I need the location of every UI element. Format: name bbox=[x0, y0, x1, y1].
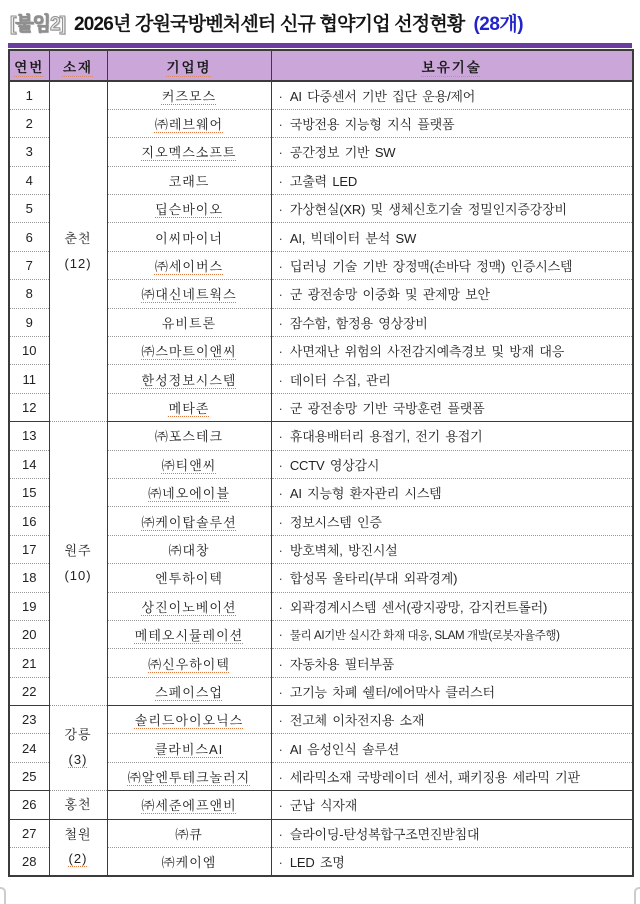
region-name: 홍천 bbox=[64, 796, 92, 812]
bullet-icon: · bbox=[278, 117, 283, 133]
row-number-cell: 1 bbox=[9, 81, 49, 109]
tech-description: 고출력 LED bbox=[289, 173, 358, 189]
col-header-company-label: 기업명 bbox=[166, 59, 212, 75]
tech-cell bbox=[271, 81, 633, 109]
region-count: (10) bbox=[64, 567, 92, 583]
company-name: ㈜케이엠 bbox=[161, 854, 217, 870]
bullet-icon: · bbox=[278, 798, 283, 814]
company-name: 상진이노베이션 bbox=[141, 599, 237, 615]
company-cell bbox=[107, 507, 271, 535]
tech-description: 데이터 수집, 관리 bbox=[289, 372, 391, 388]
header-row bbox=[9, 50, 633, 81]
col-header-no-label: 연번 bbox=[14, 59, 45, 75]
bullet-icon: · bbox=[278, 854, 283, 870]
row-number-cell: 7 bbox=[9, 251, 49, 279]
tech-cell bbox=[271, 138, 633, 166]
row-number-cell: 19 bbox=[9, 592, 49, 620]
company-cell bbox=[107, 564, 271, 592]
tech-cell bbox=[271, 223, 633, 251]
company-name: 엔투하이텍 bbox=[155, 571, 223, 587]
company-name: ㈜케이탑솔루션 bbox=[141, 514, 237, 530]
tech-description: 공간정보 기반 SW bbox=[289, 145, 396, 161]
company-cell bbox=[107, 478, 271, 506]
bullet-icon: · bbox=[278, 770, 283, 786]
tech-cell bbox=[271, 848, 633, 876]
company-name: 커즈모스 bbox=[161, 88, 217, 104]
company-cell bbox=[107, 138, 271, 166]
company-cell bbox=[107, 791, 271, 819]
tech-description: 세라믹소재 국방레이더 센서, 패키징용 세라믹 기판 bbox=[289, 770, 580, 786]
company-cell bbox=[107, 337, 271, 365]
selection-table bbox=[8, 49, 634, 877]
page-corner-mark-left bbox=[0, 887, 6, 904]
company-cell bbox=[107, 81, 271, 109]
bullet-icon: · bbox=[278, 486, 283, 502]
company-name: 이씨마이너 bbox=[155, 230, 223, 246]
company-name: 코래드 bbox=[168, 173, 210, 189]
row-number-cell: 16 bbox=[9, 507, 49, 535]
bullet-icon: · bbox=[278, 599, 283, 615]
bullet-icon: · bbox=[278, 173, 283, 189]
tech-cell bbox=[271, 195, 633, 223]
tech-description: 합성목 울타리(부대 외곽경계) bbox=[289, 571, 458, 587]
row-number-cell: 18 bbox=[9, 564, 49, 592]
region-cell bbox=[49, 422, 107, 706]
page-title bbox=[8, 6, 632, 43]
tech-description: AI 음성인식 솔루션 bbox=[289, 741, 400, 757]
company-cell bbox=[107, 734, 271, 762]
tech-description: 사면재난 위험의 사전감지예측경보 및 방재 대응 bbox=[289, 344, 565, 360]
bullet-icon: · bbox=[278, 145, 283, 161]
tech-cell bbox=[271, 251, 633, 279]
company-name: 유비트론 bbox=[161, 315, 217, 331]
company-name: ㈜큐 bbox=[175, 826, 203, 842]
row-number-cell: 22 bbox=[9, 677, 49, 705]
row-number-cell: 17 bbox=[9, 535, 49, 563]
tech-cell bbox=[271, 308, 633, 336]
company-name: 지오멕스소프트 bbox=[141, 145, 237, 161]
company-name: ㈜레브웨어 bbox=[154, 117, 224, 133]
company-cell bbox=[107, 762, 271, 790]
company-name: ㈜알엔투테크놀러지 bbox=[127, 770, 251, 786]
row-number-cell: 11 bbox=[9, 365, 49, 393]
company-cell bbox=[107, 450, 271, 478]
company-name: ㈜대신네트웍스 bbox=[141, 287, 237, 303]
bullet-icon: · bbox=[278, 429, 283, 445]
title-divider bbox=[8, 43, 632, 48]
company-name: ㈜포스테크 bbox=[154, 429, 224, 445]
company-cell bbox=[107, 819, 271, 847]
company-name: ㈜세준에프앤비 bbox=[141, 798, 237, 814]
col-header-tech-label: 보유기술 bbox=[421, 59, 482, 75]
company-cell bbox=[107, 195, 271, 223]
company-name: ㈜네오에이블 bbox=[148, 486, 230, 502]
row-number-cell: 5 bbox=[9, 195, 49, 223]
company-name: 한성정보시스템 bbox=[141, 372, 237, 388]
title-text: 2026년 강원국방벤처센터 신규 협약기업 선정현황 bbox=[73, 14, 465, 35]
bullet-icon: · bbox=[278, 315, 283, 331]
company-cell bbox=[107, 365, 271, 393]
company-cell bbox=[107, 251, 271, 279]
col-header-tech bbox=[271, 50, 633, 81]
region-count: (12) bbox=[64, 255, 92, 271]
company-name: 스페이스업 bbox=[155, 684, 223, 700]
col-header-region bbox=[49, 50, 107, 81]
row-number-cell: 2 bbox=[9, 109, 49, 137]
tech-cell bbox=[271, 450, 633, 478]
tech-description: 자동차용 필터부품 bbox=[289, 656, 395, 672]
row-number-cell: 4 bbox=[9, 166, 49, 194]
region-name: 강릉 bbox=[64, 727, 92, 743]
row-number-cell: 24 bbox=[9, 734, 49, 762]
tech-cell bbox=[271, 819, 633, 847]
table-row bbox=[9, 791, 633, 819]
company-cell bbox=[107, 649, 271, 677]
bullet-icon: · bbox=[278, 826, 283, 842]
tech-cell bbox=[271, 109, 633, 137]
tech-description: 가상현실(XR) 및 생체신호기술 정밀인지증강장비 bbox=[289, 202, 567, 218]
tech-cell bbox=[271, 478, 633, 506]
bullet-icon: · bbox=[278, 626, 283, 642]
tech-description: 국방전용 지능형 지식 플랫폼 bbox=[289, 117, 455, 133]
table-row bbox=[9, 706, 633, 734]
company-name: 클라비스AI bbox=[154, 741, 224, 757]
tech-description: 휴대용배터리 용접기, 전기 용접기 bbox=[289, 429, 483, 445]
tech-description: 고기능 차폐 쉘터/에어막사 클러스터 bbox=[289, 684, 495, 700]
company-cell bbox=[107, 308, 271, 336]
tech-description: 외곽경계시스템 센서(광지광망, 감지컨트롤러) bbox=[289, 599, 548, 615]
bullet-icon: · bbox=[278, 656, 283, 672]
bullet-icon: · bbox=[278, 457, 283, 473]
row-number-cell: 12 bbox=[9, 393, 49, 421]
page-corner-mark-right bbox=[634, 887, 640, 904]
tech-cell bbox=[271, 280, 633, 308]
table-row bbox=[9, 81, 633, 109]
tech-cell bbox=[271, 393, 633, 421]
bullet-icon: · bbox=[278, 287, 283, 303]
bullet-icon: · bbox=[278, 202, 283, 218]
col-header-region-label: 소재 bbox=[62, 59, 94, 75]
region-cell bbox=[49, 819, 107, 876]
row-number-cell: 14 bbox=[9, 450, 49, 478]
bullet-icon: · bbox=[278, 230, 283, 246]
table-row bbox=[9, 422, 633, 450]
company-name: 메타존 bbox=[168, 400, 210, 416]
tech-cell bbox=[271, 706, 633, 734]
bullet-icon: · bbox=[278, 514, 283, 530]
region-name: 철원 bbox=[64, 826, 92, 842]
company-cell bbox=[107, 535, 271, 563]
company-cell bbox=[107, 677, 271, 705]
company-name: ㈜세이버스 bbox=[154, 259, 224, 275]
bullet-icon: · bbox=[278, 741, 283, 757]
tech-cell bbox=[271, 620, 633, 648]
bullet-icon: · bbox=[278, 400, 283, 416]
company-name: ㈜대창 bbox=[168, 542, 210, 558]
company-name: 솔리드아이오닉스 bbox=[134, 713, 244, 729]
col-header-no bbox=[9, 50, 49, 81]
row-number-cell: 6 bbox=[9, 223, 49, 251]
tech-description: AI, 빅데이터 분석 SW bbox=[289, 230, 417, 246]
company-cell bbox=[107, 848, 271, 876]
company-name: 딥슨바이오 bbox=[155, 202, 223, 218]
col-header-company bbox=[107, 50, 271, 81]
tech-cell bbox=[271, 762, 633, 790]
company-name: ㈜신우하이텍 bbox=[148, 656, 230, 672]
row-number-cell: 3 bbox=[9, 138, 49, 166]
tech-description: 방호벽체, 방진시설 bbox=[289, 542, 398, 558]
tech-description: 물리 AI기반 실시간 화재 대응, SLAM 개발(로봇자율주행) bbox=[289, 629, 560, 642]
tech-description: 전고체 이차전지용 소재 bbox=[289, 713, 425, 729]
region-cell bbox=[49, 706, 107, 791]
attachment-label: [붙임2] bbox=[10, 14, 65, 35]
row-number-cell: 23 bbox=[9, 706, 49, 734]
row-number-cell: 27 bbox=[9, 819, 49, 847]
tech-description: CCTV 영상감시 bbox=[289, 457, 380, 473]
row-number-cell: 9 bbox=[9, 308, 49, 336]
bullet-icon: · bbox=[278, 372, 283, 388]
tech-cell bbox=[271, 365, 633, 393]
company-cell bbox=[107, 280, 271, 308]
selection-table-body bbox=[9, 81, 633, 876]
region-count: (2) bbox=[68, 851, 88, 867]
row-number-cell: 20 bbox=[9, 620, 49, 648]
tech-description: AI 지능형 환자관리 시스템 bbox=[289, 486, 442, 502]
row-number-cell: 15 bbox=[9, 478, 49, 506]
bullet-icon: · bbox=[278, 88, 283, 104]
row-number-cell: 28 bbox=[9, 848, 49, 876]
region-count: (3) bbox=[68, 752, 88, 768]
bullet-icon: · bbox=[278, 684, 283, 700]
tech-description: 잠수함, 함정용 영상장비 bbox=[289, 315, 428, 331]
tech-cell bbox=[271, 791, 633, 819]
table-header bbox=[9, 50, 633, 81]
table-row bbox=[9, 819, 633, 847]
row-number-cell: 25 bbox=[9, 762, 49, 790]
bullet-icon: · bbox=[278, 713, 283, 729]
company-cell bbox=[107, 393, 271, 421]
tech-cell bbox=[271, 734, 633, 762]
company-name: ㈜스마트이앤씨 bbox=[141, 344, 237, 360]
tech-cell bbox=[271, 677, 633, 705]
tech-cell bbox=[271, 535, 633, 563]
tech-cell bbox=[271, 166, 633, 194]
company-cell bbox=[107, 620, 271, 648]
tech-description: 정보시스템 인증 bbox=[289, 514, 382, 530]
row-number-cell: 13 bbox=[9, 422, 49, 450]
company-cell bbox=[107, 592, 271, 620]
region-name: 원주 bbox=[64, 542, 92, 558]
company-name: ㈜티앤씨 bbox=[161, 457, 217, 473]
tech-cell bbox=[271, 507, 633, 535]
bullet-icon: · bbox=[278, 542, 283, 558]
tech-description: 딥러닝 기술 기반 장정맥(손바닥 정맥) 인증시스템 bbox=[289, 259, 573, 275]
tech-description: 군 광전송망 이중화 및 관제망 보안 bbox=[289, 287, 490, 303]
company-name: 메테오시뮬레이션 bbox=[134, 628, 244, 644]
company-cell bbox=[107, 223, 271, 251]
tech-description: LED 조명 bbox=[289, 854, 345, 870]
bullet-icon: · bbox=[278, 571, 283, 587]
bullet-icon: · bbox=[278, 259, 283, 275]
tech-cell bbox=[271, 564, 633, 592]
tech-description: 군 광전송망 기반 국방훈련 플랫폼 bbox=[289, 400, 485, 416]
row-number-cell: 10 bbox=[9, 337, 49, 365]
tech-cell bbox=[271, 337, 633, 365]
row-number-cell: 21 bbox=[9, 649, 49, 677]
tech-cell bbox=[271, 649, 633, 677]
region-cell bbox=[49, 81, 107, 422]
company-cell bbox=[107, 166, 271, 194]
title-count: (28개) bbox=[473, 14, 524, 35]
row-number-cell: 8 bbox=[9, 280, 49, 308]
region-cell bbox=[49, 791, 107, 819]
company-cell bbox=[107, 422, 271, 450]
tech-description: AI 다중센서 기반 집단 운용/제어 bbox=[289, 88, 476, 104]
row-number-cell: 26 bbox=[9, 791, 49, 819]
tech-description: 슬라이딩-탄성복합구조면진받침대 bbox=[289, 826, 480, 842]
company-cell bbox=[107, 109, 271, 137]
company-cell bbox=[107, 706, 271, 734]
tech-cell bbox=[271, 422, 633, 450]
region-name: 춘천 bbox=[64, 230, 92, 246]
tech-description: 군납 식자재 bbox=[289, 798, 358, 814]
bullet-icon: · bbox=[278, 344, 283, 360]
tech-cell bbox=[271, 592, 633, 620]
